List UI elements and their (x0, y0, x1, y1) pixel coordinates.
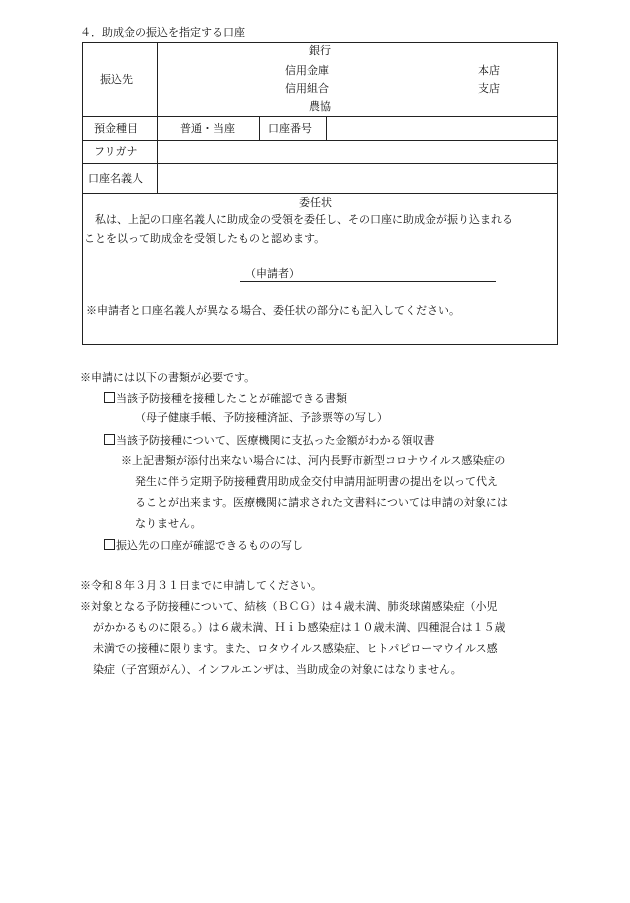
document-item-3: 振込先の口座が確認できるものの写し (104, 539, 303, 551)
document-item-2-note-line4: なりません。 (135, 517, 202, 530)
branch-main: 本店 (478, 64, 500, 77)
checkbox-icon (104, 539, 115, 550)
target-note-line4: 染症（子宮頸がん）、インフルエンザは、当助成金の対象にはなりません。 (93, 663, 462, 676)
applicant-signature-line (240, 281, 496, 282)
checkbox-icon (104, 434, 115, 445)
proxy-title: 委任状 (299, 196, 332, 209)
transfer-label: 振込先 (100, 73, 133, 86)
account-number-label: 口座番号 (268, 122, 312, 135)
document-item-2-note-line3: ることが出来ます。医療機関に請求された文書料については申請の対象には (135, 496, 508, 509)
institution-bank: 銀行 (309, 44, 331, 57)
document-item-2-note-line1: ※上記書類が添付出来ない場合には、河内長野市新型コロナウイルス感染症の (121, 454, 506, 467)
proxy-body-line2: ことを以って助成金を受領したものと認めます。 (84, 232, 326, 245)
institution-ja: 農協 (309, 100, 331, 113)
institution-credit-union: 信用組合 (285, 82, 329, 95)
proxy-body-line1: 私は、上記の口座名義人に助成金の受領を委任し、その口座に助成金が振り込まれる (84, 213, 513, 226)
account-type-value: 普通・当座 (180, 122, 235, 135)
target-note-line2: がかかるものに限る。）は６歳未満、Ｈｉｂ感染症は１０歳未満、四種混合は１５歳 (93, 621, 506, 634)
account-type-label: 預金種目 (94, 122, 138, 135)
branch-sub: 支店 (478, 82, 500, 95)
document-item-1-sub: （母子健康手帳、予防接種済証、予診票等の写し） (135, 411, 388, 424)
applicant-label: （申請者） (245, 267, 300, 280)
document-item-2: 当該予防接種について、医療機関に支払った金額がわかる領収書 (104, 434, 435, 446)
proxy-note: ※申請者と口座名義人が異なる場合、委任状の部分にも記入してください。 (86, 304, 460, 317)
documents-heading: ※申請には以下の書類が必要です。 (80, 371, 256, 384)
furigana-label: フリガナ (94, 145, 138, 158)
checkbox-icon (104, 392, 115, 403)
section-title: ４．助成金の振込を指定する口座 (80, 26, 245, 39)
institution-shinkin: 信用金庫 (285, 64, 329, 77)
target-note-line1: ※対象となる予防接種について、結核（ＢＣＧ）は４歳未満、肺炎球菌感染症（小児 (80, 600, 498, 613)
deadline-note: ※令和８年３月３１日までに申請してください。 (80, 579, 322, 592)
target-note-line3: 未満での接種に限ります。また、ロタウイルス感染症、ヒトパピローマウイルス感 (93, 642, 498, 655)
document-item-2-note-line2: 発生に伴う定期予防接種費用助成金交付申請用証明書の提出を以って代え (135, 475, 498, 488)
account-holder-label: 口座名義人 (88, 172, 143, 185)
document-item-1: 当該予防接種を接種したことが確認できる書類 (104, 392, 347, 404)
